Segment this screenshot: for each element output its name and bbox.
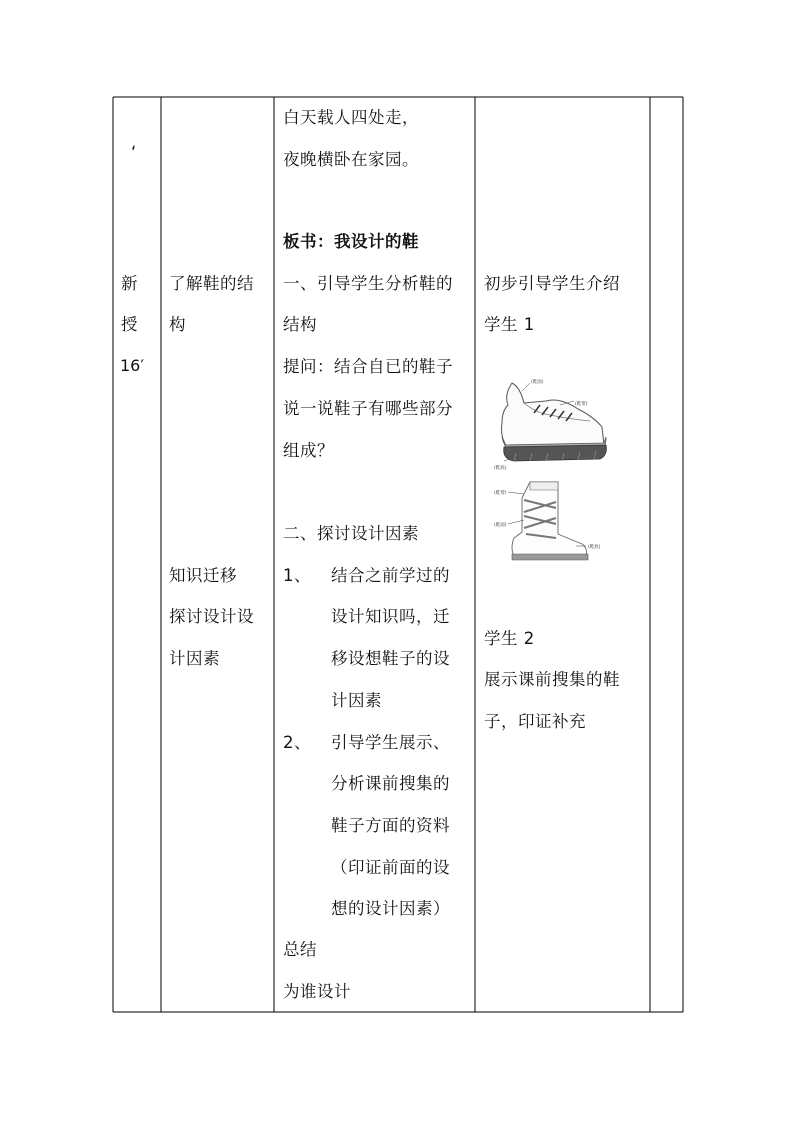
item1-line3: 移设想鞋子的设 xyxy=(331,649,450,668)
item1-number: 1、 xyxy=(283,566,311,585)
item2-line3: 鞋子方面的资料 xyxy=(331,816,450,835)
sneaker-sole-label: (鞋底) xyxy=(494,466,507,470)
riddle-line1: 白天载人四处走， xyxy=(283,108,419,127)
student-2-label: 学生 2 xyxy=(484,629,535,648)
item1-line1: 结合之前学过的 xyxy=(331,566,450,585)
question-line1: 提问：结合自已的鞋子 xyxy=(283,357,453,376)
riddle-line2: 夜晚横卧在家园。 xyxy=(283,150,419,169)
item1-line4: 计因素 xyxy=(331,691,382,710)
item2-number: 2、 xyxy=(283,733,311,752)
question-line2: 说一说鞋子有哪些部分 xyxy=(283,399,453,418)
boot-illustration xyxy=(492,478,612,563)
part1-line2: 结构 xyxy=(283,315,317,334)
summary-label: 总结 xyxy=(283,940,317,959)
stage-label-1: 新 xyxy=(121,274,138,293)
sneaker-top-label: (鞋面) xyxy=(531,380,544,385)
goal-transfer-line2: 探讨设计设 xyxy=(169,607,254,626)
part1-line1: 一、引导学生分析鞋的 xyxy=(283,274,453,293)
question-line3: 组成？ xyxy=(283,441,334,460)
student-2-line1: 展示课前搜集的鞋 xyxy=(484,670,620,689)
item2-line2: 分析课前搜集的 xyxy=(331,774,450,793)
goal-structure-line2: 构 xyxy=(169,315,186,334)
goal-transfer-line1: 知识迁移 xyxy=(169,566,237,585)
student-1-label: 学生 1 xyxy=(484,315,535,334)
item2-line5: 想的设计因素） xyxy=(331,899,450,918)
item1-line2: 设计知识吗，迁 xyxy=(331,607,450,626)
item2-line1: 引导学生展示、 xyxy=(331,733,450,752)
student-intro: 初步引导学生介绍 xyxy=(484,274,620,293)
boot-side-label: (鞋面) xyxy=(494,523,507,528)
board-title: 板书：我设计的鞋 xyxy=(283,232,419,251)
boot-top-label: (鞋帮) xyxy=(494,491,507,496)
goal-transfer-line3: 计因素 xyxy=(169,649,220,668)
item2-line4: （印证前面的设 xyxy=(331,858,450,877)
goal-structure-line1: 了解鞋的结 xyxy=(169,274,254,293)
boot-sole-label: (鞋底) xyxy=(588,545,601,550)
stage-time: 16′ xyxy=(120,356,144,375)
student-2-line2: 子，印证补充 xyxy=(484,712,586,731)
stage-label-2: 授 xyxy=(121,315,138,334)
sneaker-illustration xyxy=(490,375,610,470)
stage-mark: ‘ xyxy=(131,143,137,162)
part2-heading: 二、探讨设计因素 xyxy=(283,524,419,543)
sneaker-lace-label: (鞋带) xyxy=(575,402,588,407)
for-whom-label: 为谁设计 xyxy=(283,982,351,1001)
